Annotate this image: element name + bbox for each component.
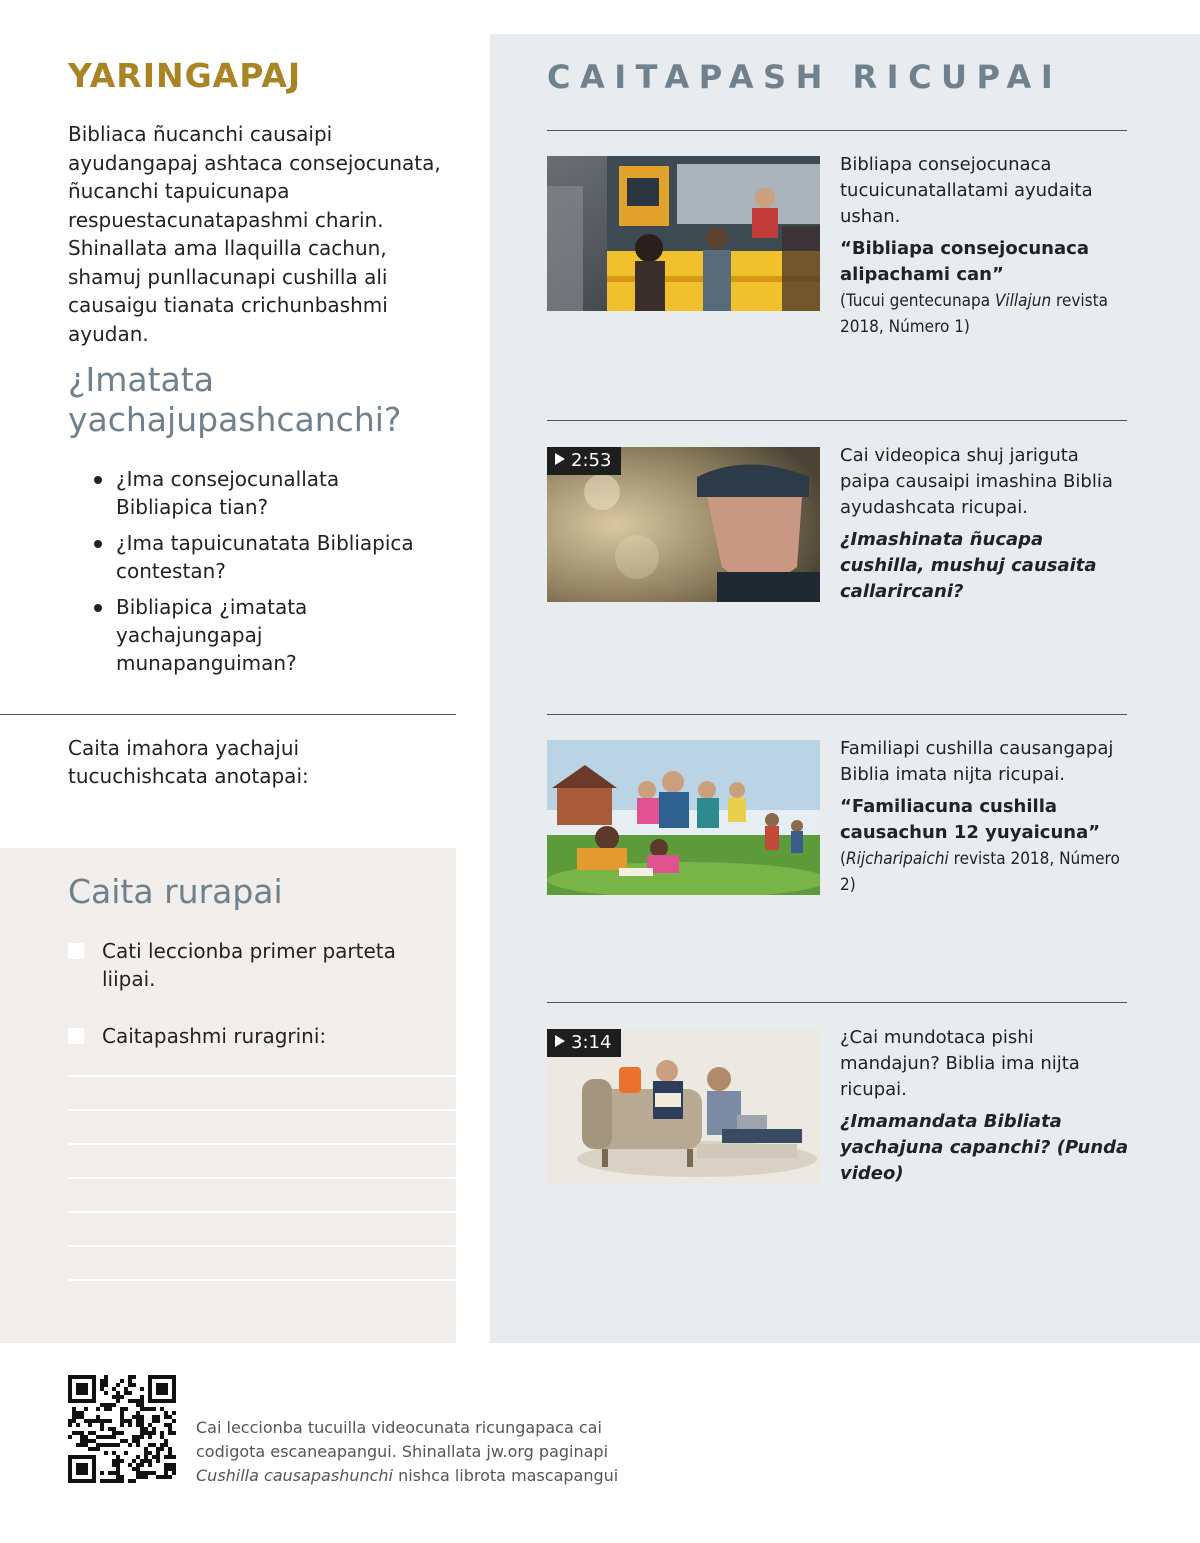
writing-line-2[interactable] (68, 1109, 456, 1111)
explore-item-3-description: Familiapi cushilla causangapaj Biblia imata nijta ricupai. (840, 738, 1114, 785)
qr-code-icon[interactable] (68, 1375, 176, 1483)
explore-divider-4 (547, 1002, 1127, 1003)
review-question-3: Bibliapica ¿imatata yachajungapaj munapanguiman? (92, 593, 432, 677)
explore-item-1 (840, 152, 1130, 340)
train-station-photo[interactable] (547, 156, 820, 311)
writing-line-5[interactable] (68, 1211, 456, 1213)
play-icon (555, 453, 565, 465)
summary-heading: YARINGAPAJ (68, 56, 302, 95)
explore-item-3-source: (Rijcharipaichi revista 2018, Número 2) (840, 849, 1120, 895)
footer-text: Cai leccionba tucuilla videocunata ricungapaca cai codigota escaneapangui. Shinallata jw.org paginapi Cushilla causapashunchi nishca librota mascapangui (196, 1418, 619, 1485)
explore-item-3 (840, 736, 1130, 898)
explore-item-1-title[interactable]: “Bibliapa consejocunaca alipachami can” (840, 238, 1089, 285)
explore-divider-3 (547, 714, 1127, 715)
try-item-2-label: Caitapashmi ruragrini: (102, 1024, 327, 1048)
explore-heading: CAITAPASH RICUPAI (547, 58, 1063, 96)
try-box (0, 848, 456, 1343)
explore-item-2-title[interactable]: ¿Imashinata ñucapa cushilla, mushuj causaita callarircani? (840, 529, 1097, 602)
video-duration-badge-1: 2:53 (547, 447, 621, 475)
writing-line-7[interactable] (68, 1279, 456, 1281)
video-duration-badge-2: 3:14 (547, 1029, 621, 1057)
review-question-1: ¿Ima consejocunallata Bibliapica tian? (92, 465, 432, 521)
explore-divider-1 (547, 130, 1127, 131)
explore-item-4-title[interactable]: ¿Imamandata Bibliata yachajuna capanchi? (Punda video) (840, 1111, 1129, 1184)
summary-text: Bibliaca ñucanchi causaipi ayudangapaj ashtaca consejocunata, ñucanchi tapuicunapa respuestacunatapashmi charin. Shinallata ama llaquilla cachun, shamuj punllacunapi cushilla ali causaigu tianata crichunbashmi ayudan. (68, 122, 441, 346)
explore-item-4 (840, 1025, 1130, 1187)
play-icon (555, 1035, 565, 1047)
explore-item-3-title[interactable]: “Familiacuna cushilla causachun 12 yuyaicuna” (840, 796, 1101, 843)
explore-item-1-source: (Tucui gentecunapa Villajun revista 2018, Número 1) (840, 291, 1109, 337)
checkbox-2[interactable] (68, 1028, 84, 1044)
writing-line-3[interactable] (68, 1143, 456, 1145)
review-question-2: ¿Ima tapuicunatata Bibliapica contestan? (92, 529, 432, 585)
notes-prompt: Caita imahora yachajui tucuchishcata anotapai: (68, 736, 309, 788)
try-item-1-label: Cati leccionba primer parteta liipai. (102, 939, 396, 991)
explore-item-1-description: Bibliapa consejocunaca tucuicunatallatami ayudaita ushan. (840, 154, 1093, 227)
explore-divider-2 (547, 420, 1127, 421)
try-item-1 (68, 937, 428, 993)
family-illustration[interactable] (547, 740, 820, 895)
explore-item-4-description: ¿Cai mundotaca pishi mandajun? Biblia ima nijta ricupai. (840, 1027, 1080, 1100)
man-reading-video-still[interactable] (547, 447, 820, 602)
couple-reading-video-still[interactable] (547, 1029, 820, 1184)
writing-line-1[interactable] (68, 1075, 456, 1077)
checkbox-1[interactable] (68, 943, 84, 959)
try-heading: Caita rurapai (68, 872, 283, 911)
review-list (92, 465, 432, 685)
writing-line-6[interactable] (68, 1245, 456, 1247)
writing-line-4[interactable] (68, 1177, 456, 1179)
left-divider (0, 714, 456, 715)
review-heading: ¿Imatata yachajupashcanchi? (68, 360, 402, 439)
explore-item-2-description: Cai videopica shuj jariguta paipa causaipi imashina Biblia ayudashcata ricupai. (840, 445, 1113, 518)
try-item-2 (68, 1022, 428, 1050)
explore-item-2 (840, 443, 1130, 605)
